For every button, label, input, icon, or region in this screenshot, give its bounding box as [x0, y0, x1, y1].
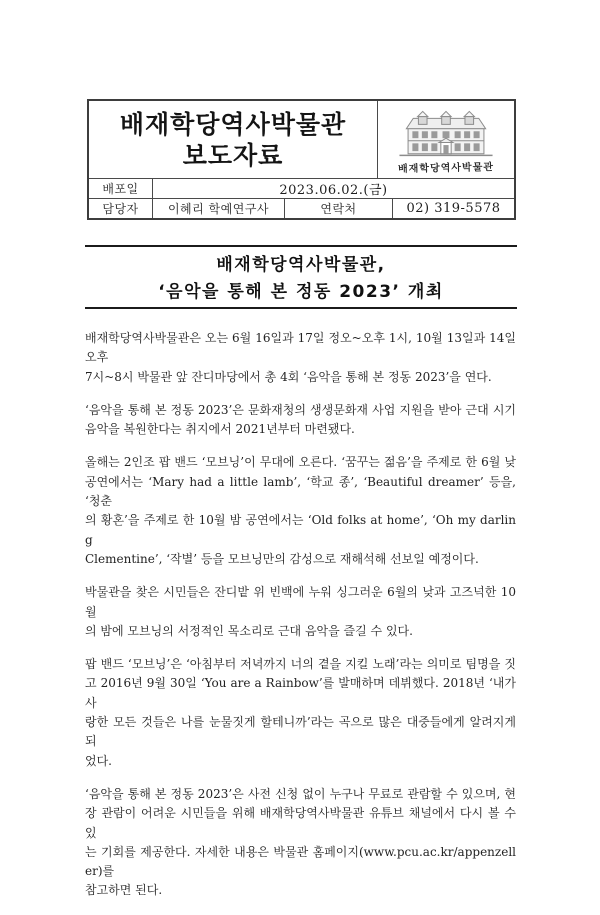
- body-text-line: 음악을 복원한다는 취지에서 2021년부터 마련됐다.: [85, 422, 355, 437]
- body-text-line: 박물관을 찾은 시민들은 잔디밭 위 빈백에 누워 싱그러운 6월의 낮과 고즈넉한 10월: [85, 585, 516, 619]
- body-text-line: 고 2016년 9월 30일 ‘You are a Rainbow’를 발매하며 데뷔했다. 2018년 ‘내가 사: [85, 676, 516, 710]
- body-text-line: 팝 밴드 ‘모브닝’은 ‘아침부터 저녁까지 너의 곁을 지킬 노래’라는 의미로 팀명을 짓: [85, 657, 516, 672]
- body-text-line: ‘음악을 통해 본 정동 2023’은 문화재청의 생생문화재 사업 지원을 받아 근대 시기: [85, 402, 516, 417]
- body-text-line: 장 관람이 어려운 시민들을 위해 배재학당역사박물관 유튜브 채널에서 다시 볼 수 있: [85, 806, 516, 840]
- document-title-line1: 배재학당역사박물관: [119, 109, 347, 139]
- paragraph-6: [85, 785, 516, 901]
- body-text-line: 의 밤에 모브닝의 서정적인 목소리로 근대 음악을 즐길 수 있다.: [85, 623, 413, 638]
- body-text-line: 공연에서는 ‘Mary had a little lamb’, ‘학교 종’, ‘Beautiful dreamer’ 등을, ‘청춘: [85, 474, 516, 509]
- body-text-line: Clementine’, ‘작별’ 등을 모브닝만의 감성으로 재해석해 선보일 예정이다.: [85, 551, 479, 566]
- body-text-line: 었다.: [85, 753, 112, 768]
- headline-line1: 배재학당역사박물관,: [216, 255, 386, 275]
- release-date-value: 2023.06.02.(금): [152, 179, 514, 198]
- manager-contact-row: [89, 198, 514, 218]
- headline: [85, 252, 517, 306]
- museum-logo-cell: [377, 101, 514, 178]
- release-date-row: [89, 178, 514, 198]
- paragraph-1: [85, 329, 516, 387]
- body-text-line: ‘음악을 통해 본 정동 2023’은 사전 신청 없이 누구나 무료로 관람할 수 있으며, 현: [85, 786, 516, 801]
- museum-logo-calligraphy: 배재학당역사박물관: [397, 161, 495, 176]
- body-text-line: 배재학당역사박물관은 오는 6월 16일과 17일 정오~오후 1시, 10월 13일과 14일 오후: [85, 331, 516, 365]
- headline-line2: ‘음악을 통해 본 정동 2023’ 개최: [158, 282, 444, 302]
- manager-value: 이혜리 학예연구사: [152, 199, 284, 218]
- header-title-row: [89, 101, 514, 178]
- article-body: [85, 329, 516, 915]
- headline-rule-top: [85, 245, 517, 247]
- paragraph-3: [85, 453, 516, 569]
- body-text-line: 참고하면 된다.: [85, 883, 163, 898]
- paragraph-5: [85, 655, 516, 771]
- paragraph-2: [85, 401, 516, 440]
- museum-building-icon: [394, 108, 498, 158]
- release-date-label: 배포일: [102, 182, 139, 196]
- headline-rule-bottom: [85, 307, 517, 309]
- document-title-cell: [89, 101, 377, 178]
- body-text-line: 의 황혼’을 주제로 한 10월 밤 공연에서는 ‘Old folks at home’, ‘Oh my darling: [85, 513, 516, 547]
- body-text-line: 올해는 2인조 팝 밴드 ‘모브닝’이 무대에 오른다. ‘꿈꾸는 젊음’을 주제로 한 6월 낮: [85, 455, 516, 470]
- body-text-line: 랑한 모든 것들은 나를 눈물짓게 할테니까’라는 곡으로 많은 대중들에게 알려지게 되: [85, 715, 516, 749]
- document-title-line2: 보도자료: [182, 140, 284, 170]
- manager-label: 담당자: [102, 202, 139, 216]
- contact-value: 02) 319-5578: [392, 199, 514, 218]
- paragraph-4: [85, 583, 516, 641]
- body-text-line: 7시~8시 박물관 앞 잔디마당에서 총 4회 ‘음악을 통해 본 정동 2023’을 연다.: [85, 369, 492, 384]
- press-header-table: [87, 99, 516, 220]
- body-text-line: 는 기회를 제공한다. 자세한 내용은 박물관 홈페이지(www.pcu.ac.kr/appenzeller)를: [85, 844, 516, 879]
- contact-label: 연락처: [284, 199, 392, 218]
